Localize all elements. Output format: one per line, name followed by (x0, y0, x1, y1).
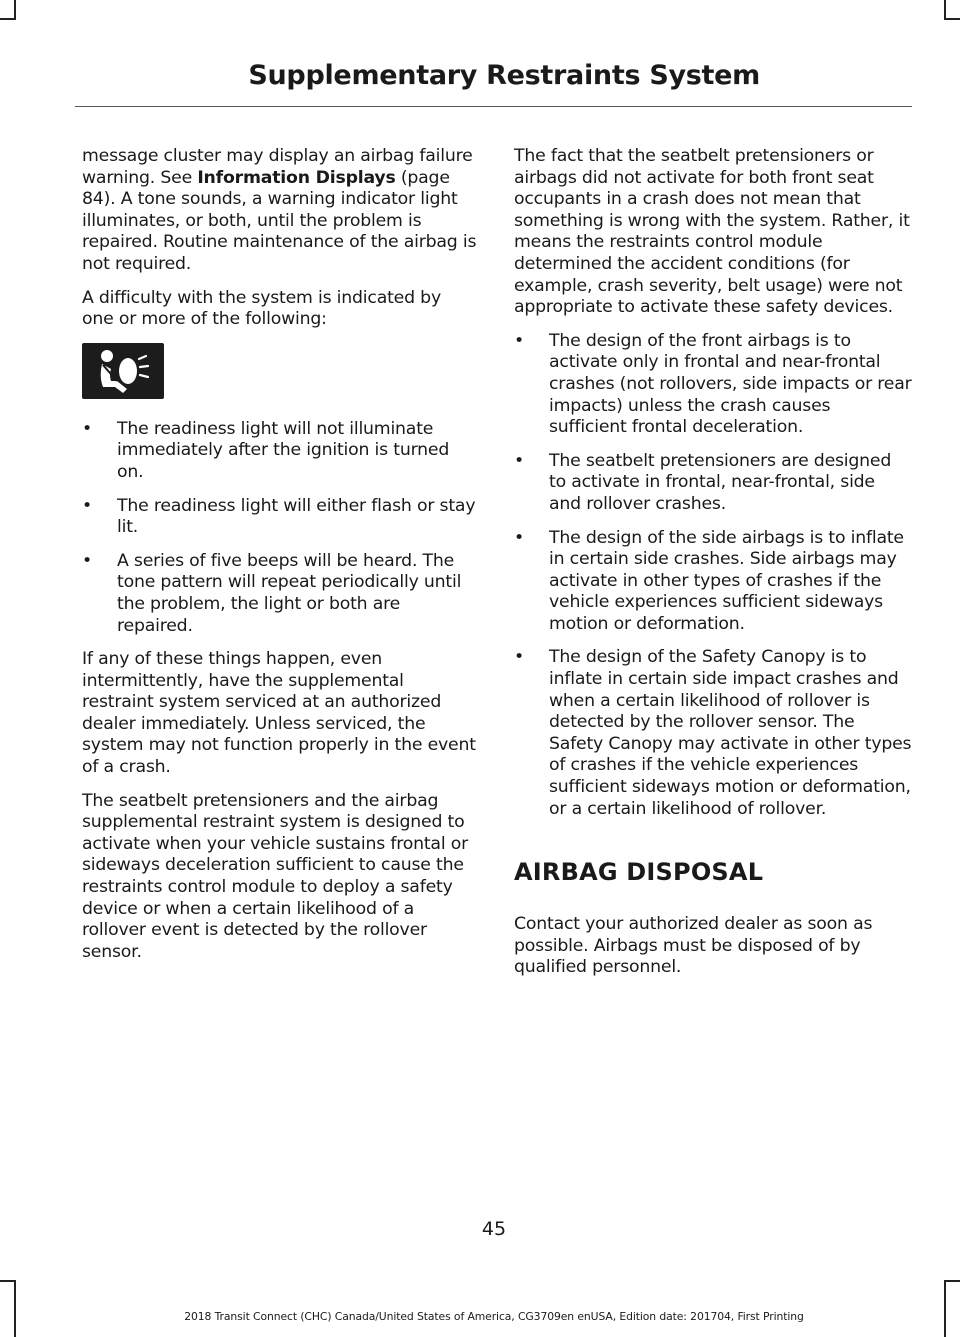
list-item: • The design of the front airbags is to activate only in frontal and near-frontal crashes (not rollovers, side impacts or rear impacts) unless the crash causes sufficient frontal deceleration. (514, 330, 912, 438)
crop-mark (944, 0, 946, 20)
page-footer: 2018 Transit Connect (CHC) Canada/United States of America, CG3709en enUSA, Edition date: 201704, First Printing (184, 1310, 804, 1323)
paragraph: The fact that the seatbelt pretensioners or airbags did not activate for both front seat occupants in a crash does not mean that something is wrong with the system. Rather, it means the restraints control module determined the accident conditions (for example, crash severity, belt usage) were not appropriate to activate these safety devices. (514, 146, 910, 318)
header-divider (75, 106, 912, 107)
page-header-title: Supplementary Restraints System (248, 60, 760, 91)
paragraph: Contact your authorized dealer as soon as possible. Airbags must be disposed of by qualified personnel. (514, 914, 873, 978)
list-item: • A series of five beeps will be heard. The tone pattern will repeat periodically until the problem, the light or both are repaired. (82, 550, 462, 636)
list-item: • The readiness light will not illuminate immediately after the ignition is turned on. (82, 418, 450, 482)
crop-mark (944, 1280, 946, 1337)
section-heading: AIRBAG DISPOSAL (514, 858, 764, 887)
left-column (82, 146, 477, 975)
list-item: • The seatbelt pretensioners are designed to activate in frontal, near-frontal, side and rollover crashes. (514, 450, 892, 514)
paragraph: The seatbelt pretensioners and the airbag supplemental restraint system is designed to activate when your vehicle sustains frontal or sideways deceleration sufficient to cause the restraints control module to deploy a safety device or when a certain likelihood of a rollover event is detected by the rollover sensor. (82, 790, 468, 962)
crop-mark (0, 1280, 16, 1282)
airbag-warning-icon (82, 343, 164, 399)
page-number: 45 (481, 1218, 507, 1240)
crop-mark (0, 18, 16, 20)
list-item: • The design of the side airbags is to inflate in certain side crashes. Side airbags may activate in other types of crashes if the vehicle experiences sufficient sideways motion or deformation. (514, 527, 904, 634)
list-item: • The readiness light will either flash or stay lit. (82, 495, 476, 538)
paragraph: A difficulty with the system is indicated by one or more of the following: (82, 287, 441, 330)
cross-reference-link[interactable]: Information Displays (197, 167, 396, 188)
paragraph: message cluster may display an airbag failure warning. See Information Displays (page 84). A tone sounds, a warning indicator light illuminates, or both, until the problem is repaired. Routine maintenance of the airbag is not required. (82, 146, 477, 274)
crop-mark (944, 18, 960, 20)
crop-mark (14, 0, 16, 20)
crop-mark (944, 1280, 960, 1282)
crop-mark (14, 1280, 16, 1337)
list-item: • The design of the Safety Canopy is to inflate in certain side impact crashes and when a certain likelihood of rollover is detected by the rollover sensor. The Safety Canopy may activate in other types of crashes if the vehicle experiences sufficient sideways motion or deformation, or a certain likelihood of rollover. (514, 647, 912, 819)
paragraph: If any of these things happen, even intermittently, have the supplemental restraint system serviced at an authorized dealer immediately. Unless serviced, the system may not function properly in the event of a crash. (82, 649, 476, 778)
right-column (514, 146, 912, 991)
